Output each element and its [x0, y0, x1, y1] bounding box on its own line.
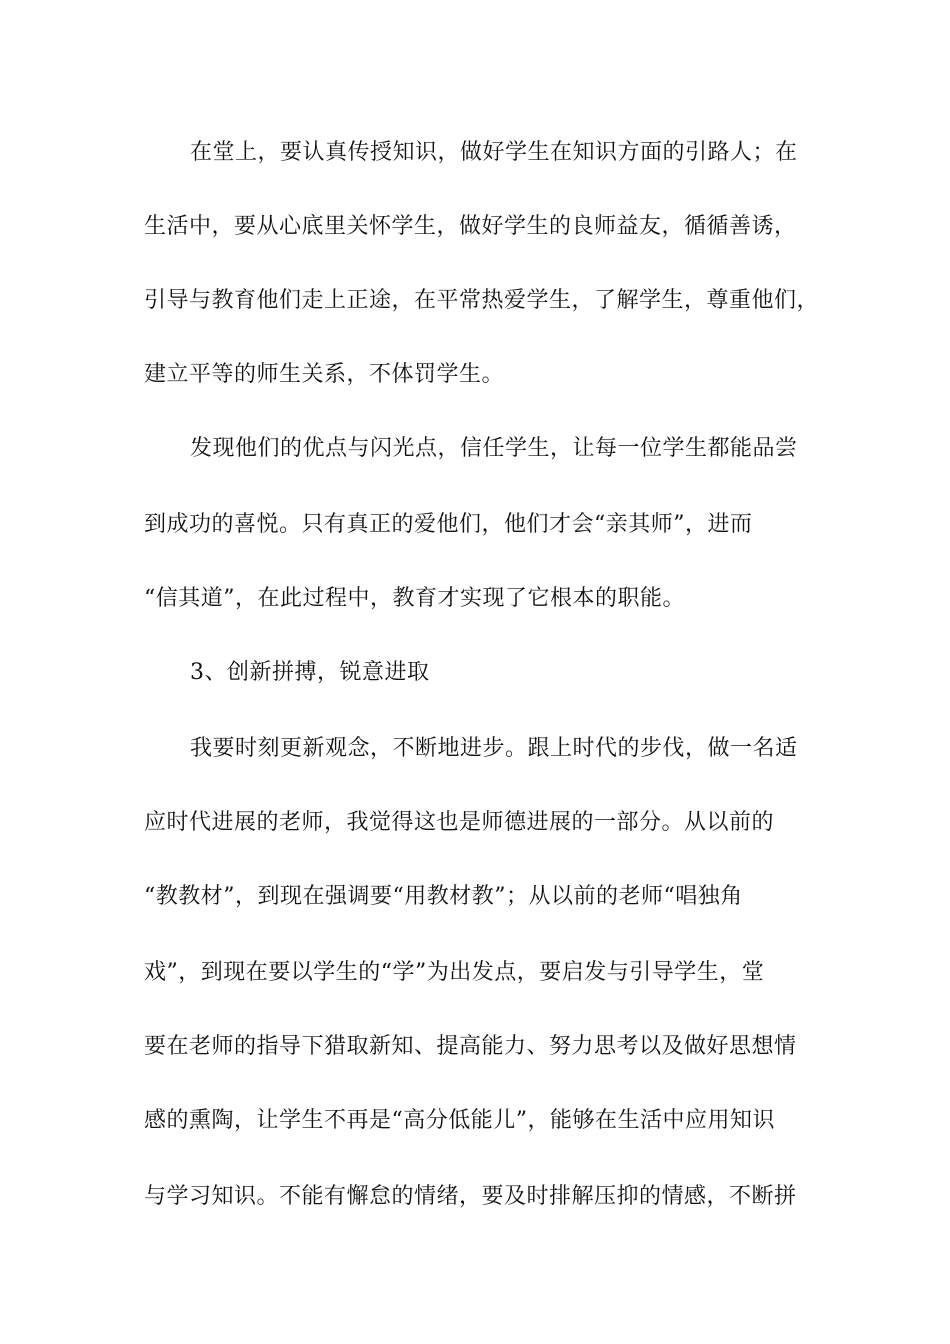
- paragraph-line: 发现他们的优点与闪光点，信任学生，让每一位学生都能品尝: [190, 436, 798, 461]
- paragraph-line: 与学习知识。不能有懈怠的情绪，要及时排解压抑的情感，不断拼: [144, 1184, 797, 1209]
- paragraph-line: 应时代进展的老师，我觉得这也是师德进展的一部分。从以前的: [144, 810, 775, 835]
- section-heading: 3、创新拼搏，锐意进取: [190, 660, 430, 685]
- paragraph-line: 戏”，到现在要以学生的“学”为出发点，要启发与引导学生，堂: [144, 960, 765, 985]
- paragraph-line: 建立平等的师生关系，不体罚学生。: [144, 362, 505, 387]
- paragraph-line: 在堂上，要认真传授知识，做好学生在知识方面的引路人；在: [190, 140, 798, 165]
- paragraph-line: 到成功的喜悦。只有真正的爱他们，他们才会“亲其师”，进而: [144, 512, 753, 537]
- paragraph-line: “信其道”，在此过程中，教育才实现了它根本的职能。: [144, 586, 685, 611]
- paragraph-line: “教教材”，到现在强调要“用教材教”；从以前的老师“唱独角: [144, 884, 743, 909]
- paragraph-line: 感的熏陶，让学生不再是“高分低能儿”，能够在生活中应用知识: [144, 1108, 775, 1133]
- paragraph-line: 引导与教育他们走上正途，在平常热爱学生，了解学生，尊重他们，: [144, 288, 820, 313]
- paragraph-line: 要在老师的指导下猎取新知、提高能力、努力思考以及做好思想情: [144, 1034, 797, 1059]
- paragraph-line: 生活中，要从心底里关怀学生，做好学生的良师益友，循循善诱，: [144, 214, 797, 239]
- paragraph-line: 我要时刻更新观念，不断地进步。跟上时代的步伐，做一名适: [190, 736, 798, 761]
